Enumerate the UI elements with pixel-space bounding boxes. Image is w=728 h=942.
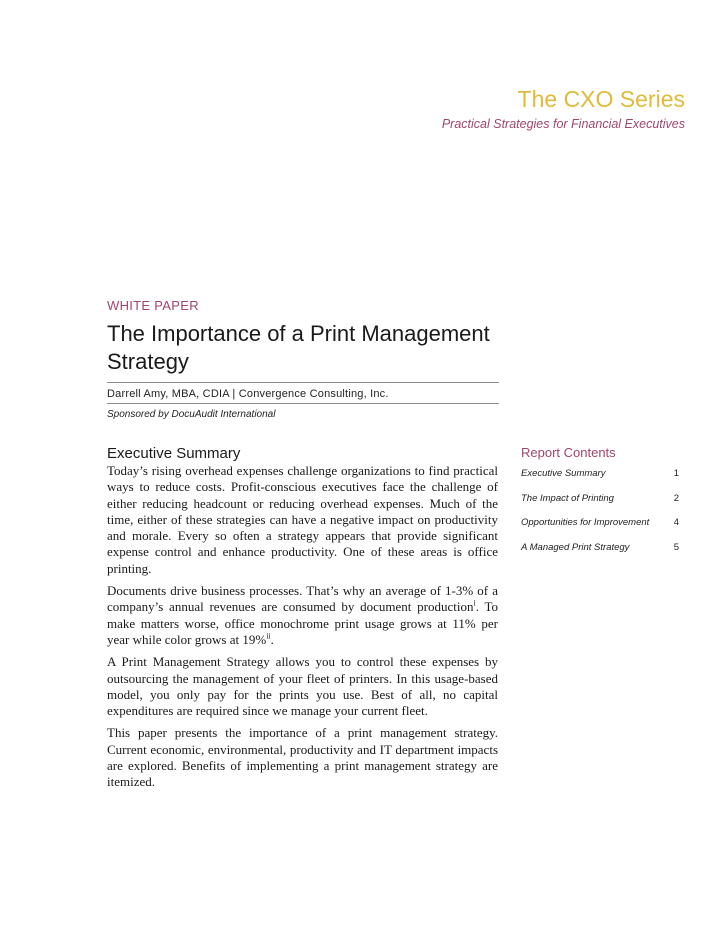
toc-item-page: 1 [673,468,679,479]
footnote-ref-1[interactable]: i [473,599,476,609]
author-rule [107,403,499,404]
title-rule [107,382,499,383]
summary-paragraph-4: This paper presents the importance of a print management strategy. Current economic, environmental, productivity and IT department impacts are explored. Benefits of implementing a print management strategy are itemized. [107,725,498,790]
summary-paragraph-1: Today’s rising overhead expenses challenge organizations to find practical ways to reduce costs. Profit-conscious executives face the challenge of either reducing headcount or reducing overhead expenses. Much of the time, either of these strategies can have a negative impact on productivity and morale. Every so often a strategy appears that provide significant expense control and enhance productivity. One of these areas is office printing. [107,463,498,576]
toc-item[interactable] [521,468,679,493]
report-contents-heading: Report Contents [521,445,616,460]
executive-summary-body [107,463,498,797]
report-contents [521,445,679,566]
summary-paragraph-3: A Print Management Strategy allows you to control these expenses by outsourcing the management of your fleet of printers. In this usage-based model, you only pay for the prints you use. Best of all, no capital expenditures are required since we manage your current fleet. [107,654,498,719]
footnote-ref-2[interactable]: ii [266,631,271,641]
summary-paragraph-2: Documents drive business processes. That’s why an average of 1-3% of a company’s annual revenues are consumed by document production$^i$. To make matters worse, office monochrome print usage grows at 11% per year while color grows at 19%$^{ii}$. [107,583,498,647]
toc-item-label: The Impact of Printing [521,492,614,504]
toc-item-label: A Managed Print Strategy [521,541,630,553]
toc-item[interactable] [521,493,679,518]
toc-item-page: 2 [673,492,679,504]
document-kicker: WHITE PAPER [107,298,199,313]
toc-item-page: 4 [673,517,679,528]
toc-item-page: 5 [673,541,679,553]
toc-item[interactable] [521,517,679,542]
toc-item[interactable] [521,542,679,567]
sponsor-line: Sponsored by DocuAudit International [107,409,276,420]
author-line: Darrell Amy, MBA, CDIA | Convergence Consulting, Inc. [107,388,389,400]
toc-item-label: Opportunities for Improvement [521,517,650,528]
document-title: The Importance of a Print Management Strategy [107,321,490,374]
series-title: The CXO Series [517,86,685,112]
series-subtitle: Practical Strategies for Financial Executives [441,117,685,131]
executive-summary-heading: Executive Summary [107,445,241,462]
toc-item-label: Executive Summary [521,468,606,479]
